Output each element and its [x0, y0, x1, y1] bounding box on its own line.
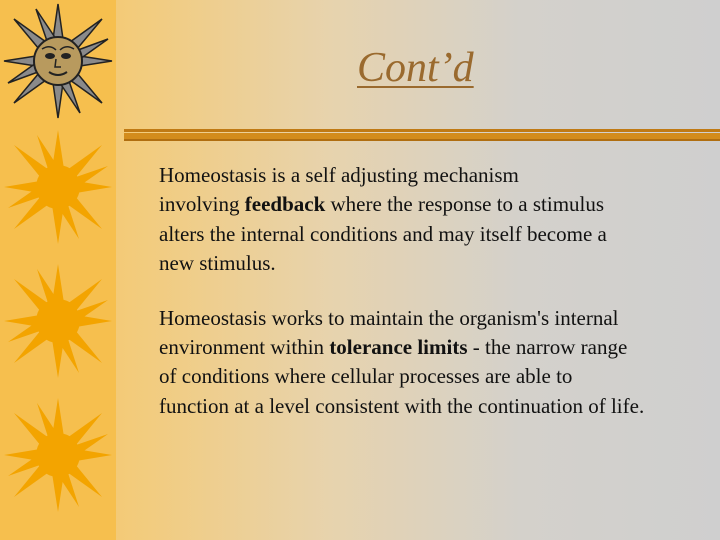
sun-face-icon — [2, 2, 114, 120]
title-divider — [124, 129, 720, 141]
text-line — [159, 333, 719, 362]
text-segment: environment within — [159, 335, 330, 360]
text-line: Homeostasis works to maintain the organism's internal — [159, 305, 619, 330]
text-line: alters the internal conditions and may itself become a — [159, 221, 607, 246]
sun-icon — [2, 396, 114, 514]
sun-icon — [2, 128, 114, 246]
paragraph-tolerance-limits — [159, 304, 719, 422]
text-segment: - the narrow range — [467, 335, 628, 360]
text-line — [159, 190, 719, 219]
text-line: function at a level consistent with the continuation of life. — [159, 393, 645, 418]
text-segment: involving — [159, 192, 245, 217]
emphasis-feedback: feedback — [244, 192, 326, 217]
text-line: of conditions where cellular processes are able to — [159, 364, 573, 389]
slide-body — [159, 161, 719, 446]
sun-icon — [2, 262, 114, 380]
text-line: Homeostasis is a self adjusting mechanism — [159, 163, 519, 187]
text-segment: where the response to a stimulus — [325, 192, 605, 217]
paragraph-homeostasis-definition — [159, 161, 719, 279]
slide-title: Cont’d — [357, 45, 474, 91]
emphasis-tolerance-limits: tolerance limits — [329, 335, 468, 360]
text-line: new stimulus. — [159, 251, 276, 276]
